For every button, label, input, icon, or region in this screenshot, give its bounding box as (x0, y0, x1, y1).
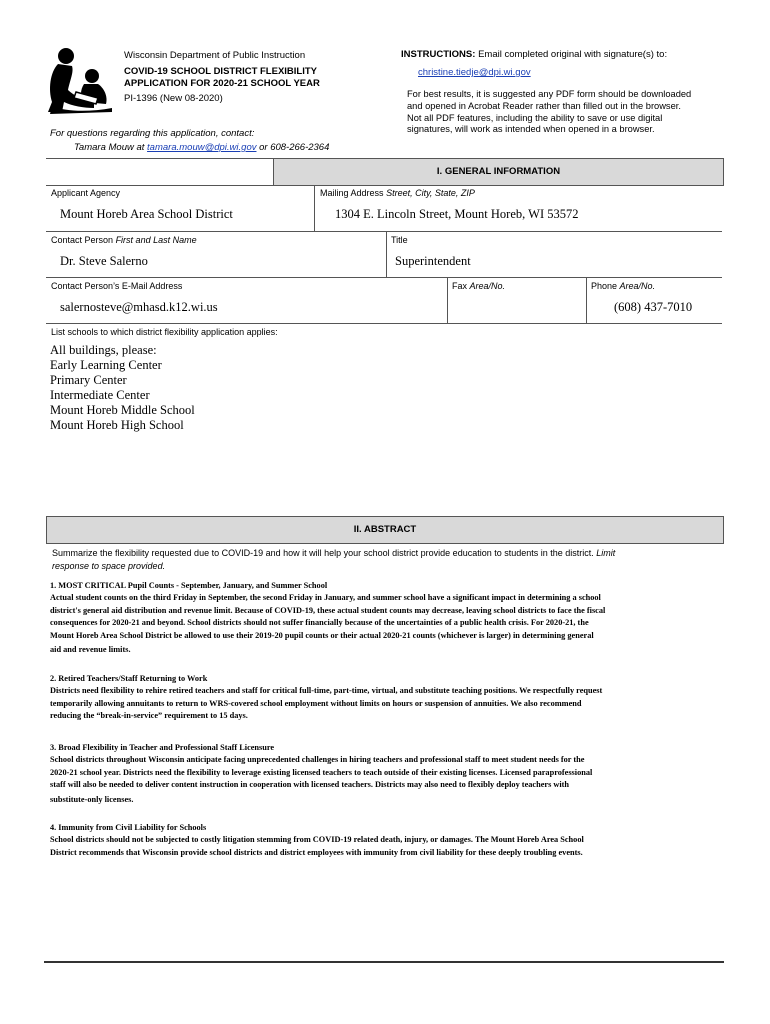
instructions-note (407, 89, 720, 136)
row1-top-rule (46, 185, 722, 186)
applicant-agency-field[interactable]: Mount Horeb Area School District (60, 207, 233, 221)
row2-top-rule (46, 231, 722, 232)
row1-divider (314, 185, 315, 231)
item-heading: 1. MOST CRITICAL Pupil Counts - September, January, and Summer School (50, 581, 328, 590)
item-line: School districts throughout Wisconsin anticipate facing unprecedented challenges in hiring teachers and professional staff to meet student needs for the (50, 755, 585, 765)
item-line: substitute-only licenses. (50, 794, 134, 804)
title-label: Title (391, 235, 408, 245)
item-line: 2020-21 school year. Districts need the flexibility to leverage existing licensed teachers to teach outside of their existing licenses. Licensed paraprofessional (50, 767, 593, 777)
school-item: Mount Horeb Middle School (50, 403, 195, 417)
contact-person-label: Contact Person First and Last Name (51, 235, 197, 245)
instructions-label: INSTRUCTIONS: (401, 49, 476, 60)
applicant-agency-label: Applicant Agency (51, 188, 121, 198)
title-field[interactable]: Superintendent (395, 254, 471, 268)
item-line: Mount Horeb Area School District be allowed to use their 2019-20 pupil counts or their actual 2020-21 counts (whichever is larger) in determining general (50, 630, 594, 640)
school-item: Mount Horeb High School (50, 418, 184, 432)
form-title-line1: COVID-19 SCHOOL DISTRICT FLEXIBILITY (124, 66, 318, 77)
school-item: All buildings, please: (50, 343, 157, 357)
questions-label: For questions regarding this application, contact: (50, 128, 255, 139)
row3-top-rule (46, 277, 722, 278)
contact-phone: or 608-266-2364 (259, 142, 330, 153)
row3-divider-fax (447, 277, 448, 323)
item-line: district's general aid distribution and revenue limit. Because of COVID-19, these actual student counts may decrease, leaving school districts to face the fiscal (50, 605, 606, 615)
item-line: School districts should not be subjected to costly litigation stemming from COVID-19 related death, injury, or damages. The Mount Horeb Area School (50, 835, 584, 845)
form-title-line2: APPLICATION FOR 2020-21 SCHOOL YEAR (124, 78, 320, 89)
item-heading: 4. Immunity from Civil Liability for Schools (50, 823, 207, 832)
mailing-address-label: Mailing Address Street, City, State, ZIP (320, 188, 475, 198)
phone-field[interactable]: (608) 437-7010 (614, 300, 693, 314)
item-line: District recommends that Wisconsin provide school districts and district employees with immunity from civil liability for these deeply troubling events. (50, 847, 583, 857)
item-line: staff will also be needed to deliver content instruction in cooperation with licensed teachers. Districts may also need to flexibly deploy teachers with (50, 780, 570, 790)
page-bottom-rule (44, 961, 724, 963)
item-line: temporarily allowing annuitants to return to WRS-covered school employment without limits on hours or suspension of annuities. We also recommend (50, 698, 582, 708)
row3-divider-phone (586, 277, 587, 323)
instructions-line (401, 49, 667, 60)
item-heading: 3. Broad Flexibility in Teacher and Professional Staff Licensure (50, 743, 275, 752)
dpi-logo-icon (46, 46, 114, 116)
note-line: signatures, will work as intended when opened in a browser. (407, 124, 655, 135)
item-line: Actual student counts on the third Friday in September, the second Friday in January, and summer school have a significant impact in determining a school (50, 593, 601, 603)
school-item: Primary Center (50, 373, 127, 387)
schools-label: List schools to which district flexibility application applies: (51, 327, 278, 337)
note-line: Not all PDF features, including the ability to save or use digital (407, 112, 663, 123)
email-field[interactable]: salernosteve@mhasd.k12.wi.us (60, 300, 218, 314)
schools-list-field[interactable] (50, 343, 195, 433)
contact-person-field[interactable]: Dr. Steve Salerno (60, 254, 148, 268)
note-line: For best results, it is suggested any PDF form should be downloaded (407, 89, 692, 99)
email-label: Contact Person’s E-Mail Address (51, 281, 183, 291)
item-heading: 2. Retired Teachers/Staff Returning to Work (50, 674, 208, 683)
row2-divider (386, 231, 387, 277)
item-line: aid and revenue limits. (50, 645, 131, 655)
item-line: consequences for 2020-21 and beyond. School districts should not suffer financially because of the uncertainties of a public health crisis. For 2020-21, the (50, 618, 589, 628)
note-line: and opened in Acrobat Reader rather than filled out in the browser. (407, 100, 681, 111)
abstract-item-2 (50, 673, 726, 723)
contact-line (74, 142, 329, 153)
mailing-address-field[interactable]: 1304 E. Lincoln Street, Mount Horeb, WI 53572 (335, 207, 579, 221)
school-item: Intermediate Center (50, 388, 150, 402)
item-line: Districts need flexibility to rehire retired teachers and staff for critical full-time, part-time, virtual, and substitute teaching positions. We respectfully request (50, 686, 603, 696)
department-name: Wisconsin Department of Public Instruction (124, 50, 306, 61)
item-line: reducing the “break-in-service” requirement to 15 days. (50, 711, 248, 721)
abstract-item-4 (50, 822, 726, 859)
instructions-email-link[interactable]: christine.tiedje@dpi.wi.gov (418, 67, 531, 78)
school-item: Early Learning Center (50, 358, 162, 372)
abstract-item-1 (50, 580, 726, 656)
instructions-text: Email completed original with signature(s) to: (478, 49, 668, 60)
contact-email-link[interactable]: tamara.mouw@dpi.wi.gov (147, 142, 257, 153)
row4-top-rule (46, 323, 722, 324)
section1-bar-left-rule (46, 158, 274, 159)
fax-label: Fax Area/No. (452, 281, 506, 291)
fax-field[interactable] (455, 300, 580, 316)
section2-title: II. ABSTRACT (46, 516, 724, 544)
contact-name: Tamara Mouw at (74, 142, 145, 153)
section1-title: I. GENERAL INFORMATION (273, 158, 724, 186)
form-number: PI-1396 (New 08-2020) (124, 93, 223, 104)
phone-label: Phone Area/No. (591, 281, 656, 291)
abstract-item-3 (50, 742, 726, 806)
abstract-instruction: Summarize the flexibility requested due to COVID-19 and how it will help your school district provide education to students in the district. Limit response to space provided. (52, 548, 616, 571)
